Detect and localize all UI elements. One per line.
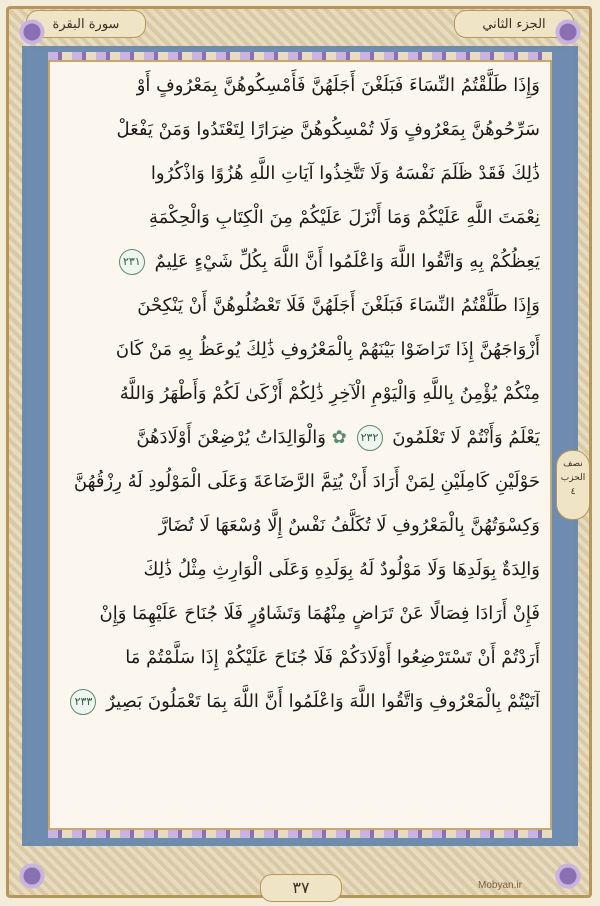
text-line: فَإِنْ أَرَادَا فِصَالًا عَنْ تَرَاضٍ مِنْهُمَا وَتَشَاوُرٍ فَلَا جُنَاحَ عَلَيْهِمَا وَإِنْ (99, 603, 540, 624)
corner-ornament-icon (14, 858, 50, 894)
text-line: نِعْمَتَ اللَّهِ عَلَيْكُمْ وَمَا أَنْزَلَ عَلَيْكُمْ مِنَ الْكِتَابِ وَالْحِكْمَةِ (148, 207, 540, 228)
text-line: ذَٰلِكَ فَقَدْ ظَلَمَ نَفْسَهُ وَلَا تَتَّخِذُوا آيَاتِ اللَّهِ هُزُوًا وَاذْكُرُوا (150, 163, 540, 184)
text-line: حَوْلَيْنِ كَامِلَيْنِ لِمَنْ أَرَادَ أَنْ يُتِمَّ الرَّضَاعَةَ وَعَلَى الْمَوْلُودِ لَهُ رِزْقُهُنَّ (73, 471, 540, 492)
verse-number-badge: ٢٣٣ (70, 689, 96, 715)
text-line: أَزْوَاجَهُنَّ إِذَا تَرَاضَوْا بَيْنَهُمْ بِالْمَعْرُوفِ ذَٰلِكَ يُوعَظُ بِهِ مَنْ كَانَ (115, 339, 540, 360)
text-line: سَرِّحُوهُنَّ بِمَعْرُوفٍ وَلَا تُمْسِكُوهُنَّ ضِرَارًا لِتَعْتَدُوا وَمَنْ يَفْعَلْ (116, 119, 540, 140)
text-segment: وَالْوَالِدَاتُ يُرْضِعْنَ أَوْلَادَهُنَّ (136, 427, 326, 448)
corner-ornament-icon (14, 14, 50, 50)
text-line: وَإِذَا طَلَّقْتُمُ النِّسَاءَ فَبَلَغْنَ أَجَلَهُنَّ فَلَا تَعْضُلُوهُنَّ أَنْ يَنْكِحْنَ (137, 295, 540, 316)
verse-number-badge: ٢٣٢ (357, 425, 383, 451)
watermark: Mobyan.ir (478, 880, 522, 891)
text-line (60, 682, 540, 722)
text-segment: يَعِظُكُمْ بِهِ وَاتَّقُوا اللَّهَ وَاعْلَمُوا أَنَّ اللَّهَ بِكُلِّ شَيْءٍ عَلِيمٌ (154, 251, 540, 272)
corner-ornament-icon (550, 14, 586, 50)
text-line (60, 242, 540, 282)
text-line: وَالِدَةٌ بِوَلَدِهَا وَلَا مَوْلُودٌ لَهُ بِوَلَدِهِ وَعَلَى الْوَارِثِ مِثْلُ ذَٰلِكَ (143, 559, 540, 580)
top-ornament-strip (48, 52, 552, 60)
text-line: وَكِسْوَتُهُنَّ بِالْمَعْرُوفِ لَا تُكَلَّفُ نَفْسٌ إِلَّا وُسْعَهَا لَا تُضَارَّ (158, 515, 540, 536)
text-line: وَإِذَا طَلَّقْتُمُ النِّسَاءَ فَبَلَغْنَ أَجَلَهُنَّ فَأَمْسِكُوهُنَّ بِمَعْرُوفٍ أَوْ (136, 75, 540, 96)
text-line (60, 418, 540, 458)
text-line: أَرَدْتُمْ أَنْ تَسْتَرْضِعُوا أَوْلَادَكُمْ فَلَا جُنَاحَ عَلَيْكُمْ إِذَا سَلَّمْتُمْ مَا (125, 647, 540, 668)
hizb-star-icon: ✿ (331, 427, 347, 448)
text-segment: يَعْلَمُ وَأَنْتُمْ لَا تَعْلَمُونَ (392, 427, 540, 448)
juz-header: الجزء الثاني (454, 10, 574, 38)
page-number: ٣٧ (260, 874, 342, 902)
bottom-ornament-strip (48, 830, 552, 838)
text-line: مِنْكُمْ يُؤْمِنُ بِاللَّهِ وَالْيَوْمِ الْآخِرِ ذَٰلِكُمْ أَزْكَىٰ لَكُمْ وَأَطْهَرُ وَاللَّهُ (119, 383, 540, 404)
corner-ornament-icon (550, 858, 586, 894)
hizb-marker: نصف الحزب ٤ (556, 450, 590, 520)
text-segment: آتَيْتُمْ بِالْمَعْرُوفِ وَاتَّقُوا اللَّهَ وَاعْلَمُوا أَنَّ اللَّهَ بِمَا تَعْمَلُونَ بَصِيرٌ (106, 691, 540, 712)
surah-header: سورة البقرة (26, 10, 146, 38)
verse-number-badge: ٢٣١ (119, 249, 145, 275)
